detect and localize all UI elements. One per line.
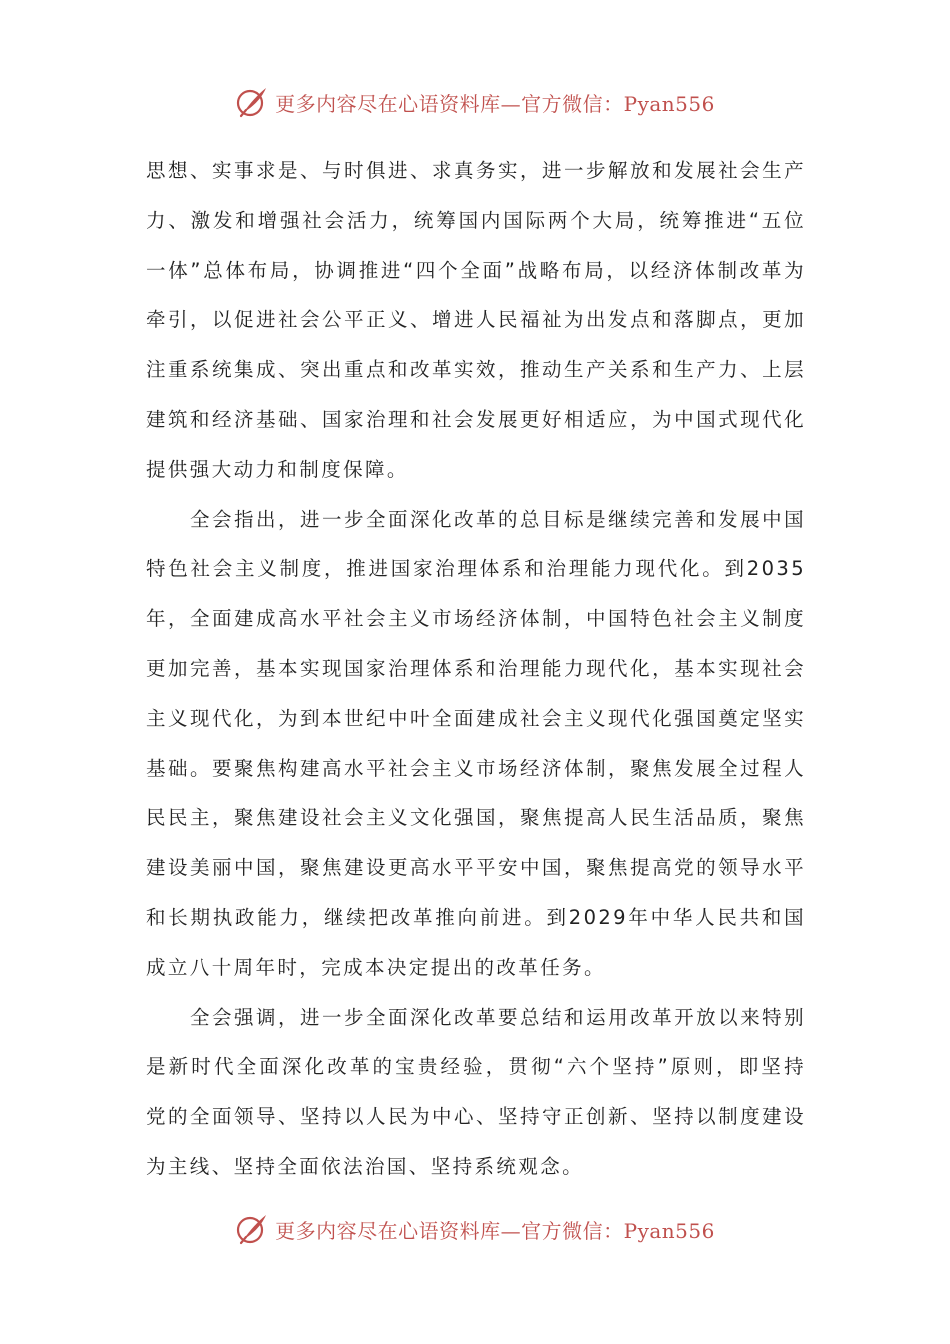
paragraph-3: 全会强调，进一步全面深化改革要总结和运用改革开放以来特别是新时代全面深化改革的宝贵经验，贯彻“六个坚持”原则，即坚持党的全面领导、坚持以人民为中心、坚持守正创新、坚持以制度建设为主线、坚持全面依法治国、坚持系统观念。 bbox=[146, 1005, 806, 1178]
header-banner bbox=[0, 82, 950, 122]
footer-banner-text: 更多内容尽在心语资料库—官方微信：Pyan556 bbox=[275, 1218, 715, 1243]
quill-pen-logo-icon bbox=[235, 85, 269, 119]
paragraph-2: 全会指出，进一步全面深化改革的总目标是继续完善和发展中国特色社会主义制度，推进国家治理体系和治理能力现代化。到2035年，全面建成高水平社会主义市场经济体制，中国特色社会主义制度更加完善，基本实现国家治理体系和治理能力现代化，基本实现社会主义现代化，为到本世纪中叶全面建成社会主义现代化强国奠定坚实基础。要聚焦构建高水平社会主义市场经济体制，聚焦发展全过程人民民主，聚焦建设社会主义文化强国，聚焦提高人民生活品质，聚焦建设美丽中国，聚焦建设更高水平平安中国，聚焦提高党的领导水平和长期执政能力，继续把改革推向前进。到2029年中华人民共和国成立八十周年时，完成本决定提出的改革任务。 bbox=[146, 507, 806, 979]
header-banner-text: 更多内容尽在心语资料库—官方微信：Pyan556 bbox=[275, 91, 715, 116]
document-body bbox=[146, 146, 806, 1192]
quill-pen-logo-icon bbox=[235, 1212, 269, 1246]
footer-banner bbox=[0, 1209, 950, 1249]
paragraph-1: 思想、实事求是、与时俱进、求真务实，进一步解放和发展社会生产力、激发和增强社会活力，统筹国内国际两个大局，统筹推进“五位一体”总体布局，协调推进“四个全面”战略布局，以经济体制改革为牵引，以促进社会公平正义、增进人民福祉为出发点和落脚点，更加注重系统集成、突出重点和改革实效，推动生产关系和生产力、上层建筑和经济基础、国家治理和社会发展更好相适应，为中国式现代化提供强大动力和制度保障。 bbox=[146, 159, 806, 481]
